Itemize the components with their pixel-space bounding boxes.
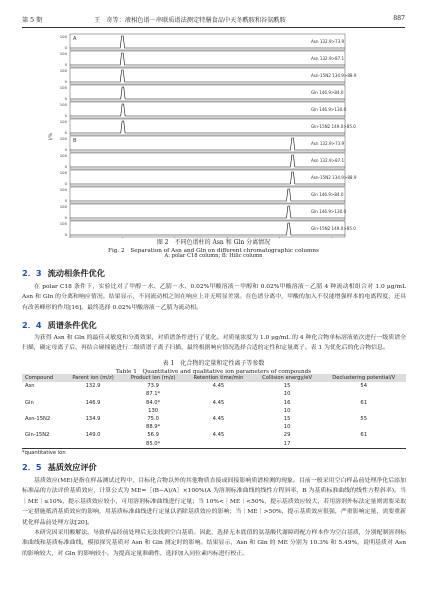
- table-cell: [22, 440, 64, 449]
- y-tick-label: 0: [64, 113, 67, 118]
- table-cell: [184, 440, 253, 449]
- y-tick-label: 0: [64, 130, 67, 135]
- chromatogram-trace: [70, 104, 345, 116]
- table-row: [22, 415, 406, 423]
- transition-label: Asn 132.9>73.9: [311, 141, 345, 146]
- paragraph: 在 polar C18 条件下，实验比对了甲醇－水、乙腈－水、0.02%甲酸溶液－甲醇和 0.02%甲酸溶液－乙腈 4 种流动相组合对 1.0 μg/mL Asn 和 Gln 的分离和响应情况。结果显示，不同流动相之间在响应上并无明显差别。在色谱分离中，甲酸的加入不仅能增强样本的电离程度，还具有改善峰形的作用[16]。最终选择 0.02%甲酸溶液－乙腈为流动相。: [22, 284, 406, 311]
- y-tick-label: 100: [59, 68, 67, 73]
- transition-label: Gln-15N2 149.0>85.0: [311, 226, 356, 231]
- section-2-4-body: [22, 333, 406, 354]
- transition-label: Gln 146.9>84.0: [311, 90, 344, 95]
- table-cell: 15: [283, 383, 291, 390]
- table-cell: 84.0*: [146, 399, 161, 406]
- table-cell: [321, 390, 406, 398]
- chromatogram-trace: [70, 223, 345, 235]
- chromatogram-trace: [70, 70, 345, 82]
- table-row: [22, 407, 406, 415]
- chromatogram-frame: [70, 51, 345, 67]
- table-cell: [64, 440, 122, 449]
- table-cell: Asn: [25, 383, 35, 390]
- paragraph: 基质效应(ME)是指在样品测试过程中，目标化合物以外的其他物质直接或间接影响质谱检测的现象。目前一般采用空白样品前处理净化后添加标准品的方法评价基质效应，计算公式为 ME=［(B−A)/A］×100%(A 为溶剂标准曲线的线性方程斜率，B 为基质标准曲线的线性方程斜率)。当｜ME｜≤10%，提示基质效应较小，可用溶剂标准曲线进行定量；当 10%<｜ME｜<50%，提示基质效应较大，若用溶剂外标法定量则需要采取一定措施抵消基质效应的影响，用基质标准曲线进行定量以消除基质效应的影响；当｜ME｜>50%，提示基质效应很强，严重影响定量，需要重新优化样品前处理方法[20]。: [22, 478, 406, 526]
- table-cell: 149.0: [85, 432, 101, 439]
- table-cell: [22, 390, 64, 398]
- y-tick-label: 100: [59, 153, 67, 158]
- transition-label: Asn-15N2 134.9>88.9: [311, 73, 357, 78]
- table-cell: 16: [283, 399, 291, 406]
- section-2-4-heading: [22, 320, 97, 331]
- table-cell: 130: [148, 407, 159, 414]
- running-title: 王 奇等：液相色谱－串联质谱法测定特膳食品中天冬酰胺和谷氨酰胺: [94, 17, 286, 24]
- y-tick-label: 100: [59, 204, 67, 209]
- transition-label: Asn 132.9>87.1: [311, 158, 345, 163]
- table-caption-cn: 表 1 化合物的定量和定性离子等参数: [162, 360, 265, 367]
- table-cell: 56.9: [147, 432, 159, 439]
- table-row: [22, 382, 406, 390]
- section-2-3-body: [22, 282, 406, 313]
- table-1: [22, 374, 406, 449]
- chromatogram-frame: [70, 68, 345, 84]
- chromatogram-trace: [70, 206, 345, 218]
- transition-label: Asn 132.9>73.9: [311, 39, 345, 44]
- table-cell: 87.1*: [146, 391, 161, 398]
- table-cell: [64, 390, 122, 398]
- panel-letter: B: [73, 138, 77, 144]
- chromatogram-frame: [70, 34, 345, 50]
- y-tick-label: 0: [64, 62, 67, 67]
- table-cell: 29: [283, 432, 291, 439]
- table-cell: 4.45: [212, 383, 225, 390]
- table-header-cell: Declustering potential/V: [332, 375, 396, 382]
- table-header-cell: Compound: [25, 375, 54, 382]
- chromatogram-frame: [70, 85, 345, 101]
- table-cell: 85.0*: [146, 440, 161, 447]
- table-cell: 73.9: [147, 383, 159, 390]
- chromatogram-trace: [70, 87, 345, 99]
- running-header: [22, 15, 405, 27]
- section-title: 基质效应评价: [47, 462, 97, 472]
- table-header-cell: Parent ion (m/z): [72, 375, 114, 382]
- table-cell: 61: [360, 432, 367, 439]
- y-tick-label: 100: [59, 51, 67, 56]
- table-header-cell: Collision energy/eV: [262, 375, 313, 382]
- table-body: [22, 382, 406, 448]
- table-cell: 4.45: [212, 432, 225, 439]
- table-cell: [22, 407, 64, 415]
- y-tick-label: 0: [64, 215, 67, 220]
- table-header-row: [22, 374, 406, 382]
- y-tick-label: 0: [64, 198, 67, 203]
- table-cell: [64, 407, 122, 415]
- y-tick-label: 100: [59, 85, 67, 90]
- table-footnote: *quantitative ion: [22, 450, 66, 456]
- chromatogram-trace: [70, 138, 345, 150]
- y-tick-label: 100: [59, 170, 67, 175]
- table-row: [22, 431, 406, 439]
- chromatogram-trace: [70, 172, 345, 184]
- table-cell: Asn-15N2: [25, 416, 51, 423]
- chromatogram-frame: [70, 136, 345, 152]
- transition-label: Asn 132.9>87.1: [311, 56, 345, 61]
- transition-label: Gln-15N2 149.0>85.0: [311, 124, 356, 129]
- chromatogram-trace: [70, 36, 345, 48]
- table-cell: [184, 407, 253, 415]
- table-row: [22, 399, 406, 407]
- section-title: 流动相条件优化: [47, 268, 105, 278]
- chromatogram-trace: [70, 121, 345, 133]
- section-2-3-heading: [22, 268, 105, 279]
- table-cell: [184, 390, 253, 398]
- section-title: 质谱条件优化: [47, 320, 97, 330]
- chromatogram-frame: [70, 170, 345, 186]
- table-cell: [64, 423, 122, 431]
- issue-number: 第 5 期: [22, 17, 43, 24]
- chromatogram-frame: [70, 102, 345, 118]
- table-row: [22, 390, 406, 398]
- paragraph: 为获得 Asn 和 Gln 的最佳灵敏度和分离效果，对质谱条件进行了优化。对质量浓度为 1.0 μg/mL 的 4 种化合物单标溶液依次进行一级质谱全扫描，确定母离子后，再结合碰撞能进行二级质谱子离子扫描，最终根据响应情况选择合适的定性和定量离子。表 1 为优化后的化合物信息。: [22, 335, 406, 352]
- y-axis-label: I/%: [49, 132, 54, 141]
- chromatogram-frame: [70, 153, 345, 169]
- transition-label: Gln 146.9>130.0: [311, 209, 347, 214]
- chromatogram-frame: [70, 119, 345, 135]
- table-row: [22, 423, 406, 431]
- panel-letter: A: [73, 36, 77, 42]
- y-tick-label: 0: [64, 45, 67, 50]
- table-cell: 4.45: [212, 399, 225, 406]
- chromatogram-trace: [70, 189, 345, 201]
- table-cell: 54: [360, 383, 367, 390]
- table-cell: 61: [360, 399, 367, 406]
- transition-label: Gln 146.9>84.0: [311, 192, 344, 197]
- y-tick-label: 100: [59, 221, 67, 226]
- table-header-cell: Retention time/min: [193, 375, 244, 382]
- table-row: [22, 440, 406, 449]
- y-tick-label: 100: [59, 119, 67, 124]
- table-cell: 10: [283, 391, 291, 398]
- y-tick-label: 0: [64, 96, 67, 101]
- page-number: 887: [393, 15, 405, 22]
- table-cell: 55: [360, 416, 367, 423]
- y-tick-label: 100: [59, 136, 67, 141]
- y-tick-label: 0: [64, 232, 67, 237]
- table-cell: 17: [283, 440, 291, 447]
- table-cell: 146.9: [85, 399, 101, 406]
- chromatogram-frame: [70, 187, 345, 203]
- chromatogram-frame: [70, 204, 345, 220]
- table-cell: Gln-15N2: [25, 432, 50, 439]
- table-cell: 88.9*: [146, 424, 161, 431]
- section-2-5-heading: [22, 462, 97, 473]
- y-tick-label: 0: [64, 181, 67, 186]
- transition-label: Asn-15N2 134.9>88.9: [311, 175, 357, 180]
- y-tick-label: 0: [64, 164, 67, 169]
- table-cell: 10: [283, 424, 291, 431]
- table-cell: 4.45: [212, 416, 225, 423]
- table-header-cell: Product ion (m/z): [130, 375, 176, 382]
- transition-label: Gln 146.9>130.0: [311, 107, 347, 112]
- chromatogram-figure: [0, 28, 427, 238]
- chromatogram-trace: [70, 155, 345, 167]
- section-number: 2．5: [22, 462, 42, 472]
- section-number: 2．3: [22, 268, 42, 278]
- section-2-5-body: [22, 476, 406, 559]
- table-cell: [321, 423, 406, 431]
- table-cell: 10: [283, 407, 291, 414]
- y-tick-label: 100: [59, 34, 67, 39]
- table-cell: 15: [283, 416, 291, 423]
- table-cell: [184, 423, 253, 431]
- table-cell: [321, 440, 406, 449]
- y-tick-label: 100: [59, 187, 67, 192]
- table-cell: [321, 407, 406, 415]
- figure-subcaption: A: polar C18 column; B: Hilic column: [164, 253, 263, 259]
- table-cell: 75.0: [147, 416, 159, 423]
- y-tick-label: 0: [64, 79, 67, 84]
- figure-caption-en: Fig. 2 Separation of Asn and Gln on different chromatographic columns: [108, 248, 319, 254]
- table-caption-en: Table 1 Quantitative and qualitative ion parameters of compounds: [115, 369, 312, 375]
- paragraph: 本研究因采用酸解法，导致样品经前处理后无法找到空白基质。因此，选择无本底值的氨基酸代谢障碍配方样本作为空白基质，分别配制溶剂标准曲线和基质标准曲线，模拟探究基质对 Asn 和 Gln 测定时的影响。结果显示，Asn 和 Gln 的 ME 分别为 10.3% 和 5.49%，说明基质对 Asn 的影响较大，对 Gln 的影响较小。为提高定量准确性，选择加入同位素内标进行校正。: [22, 530, 406, 557]
- chromatogram-frame: [70, 221, 345, 237]
- table-cell: Gln: [25, 399, 34, 406]
- table-cell: 134.9: [85, 416, 101, 423]
- table-cell: 132.9: [85, 383, 101, 390]
- figure-caption-cn: 图 2 不同色谱柱的 Asn 和 Gln 分离情况: [156, 239, 271, 246]
- table-cell: [22, 423, 64, 431]
- y-tick-label: 100: [59, 102, 67, 107]
- y-tick-label: 0: [64, 147, 67, 152]
- chromatogram-trace: [70, 53, 345, 65]
- section-number: 2．4: [22, 320, 42, 330]
